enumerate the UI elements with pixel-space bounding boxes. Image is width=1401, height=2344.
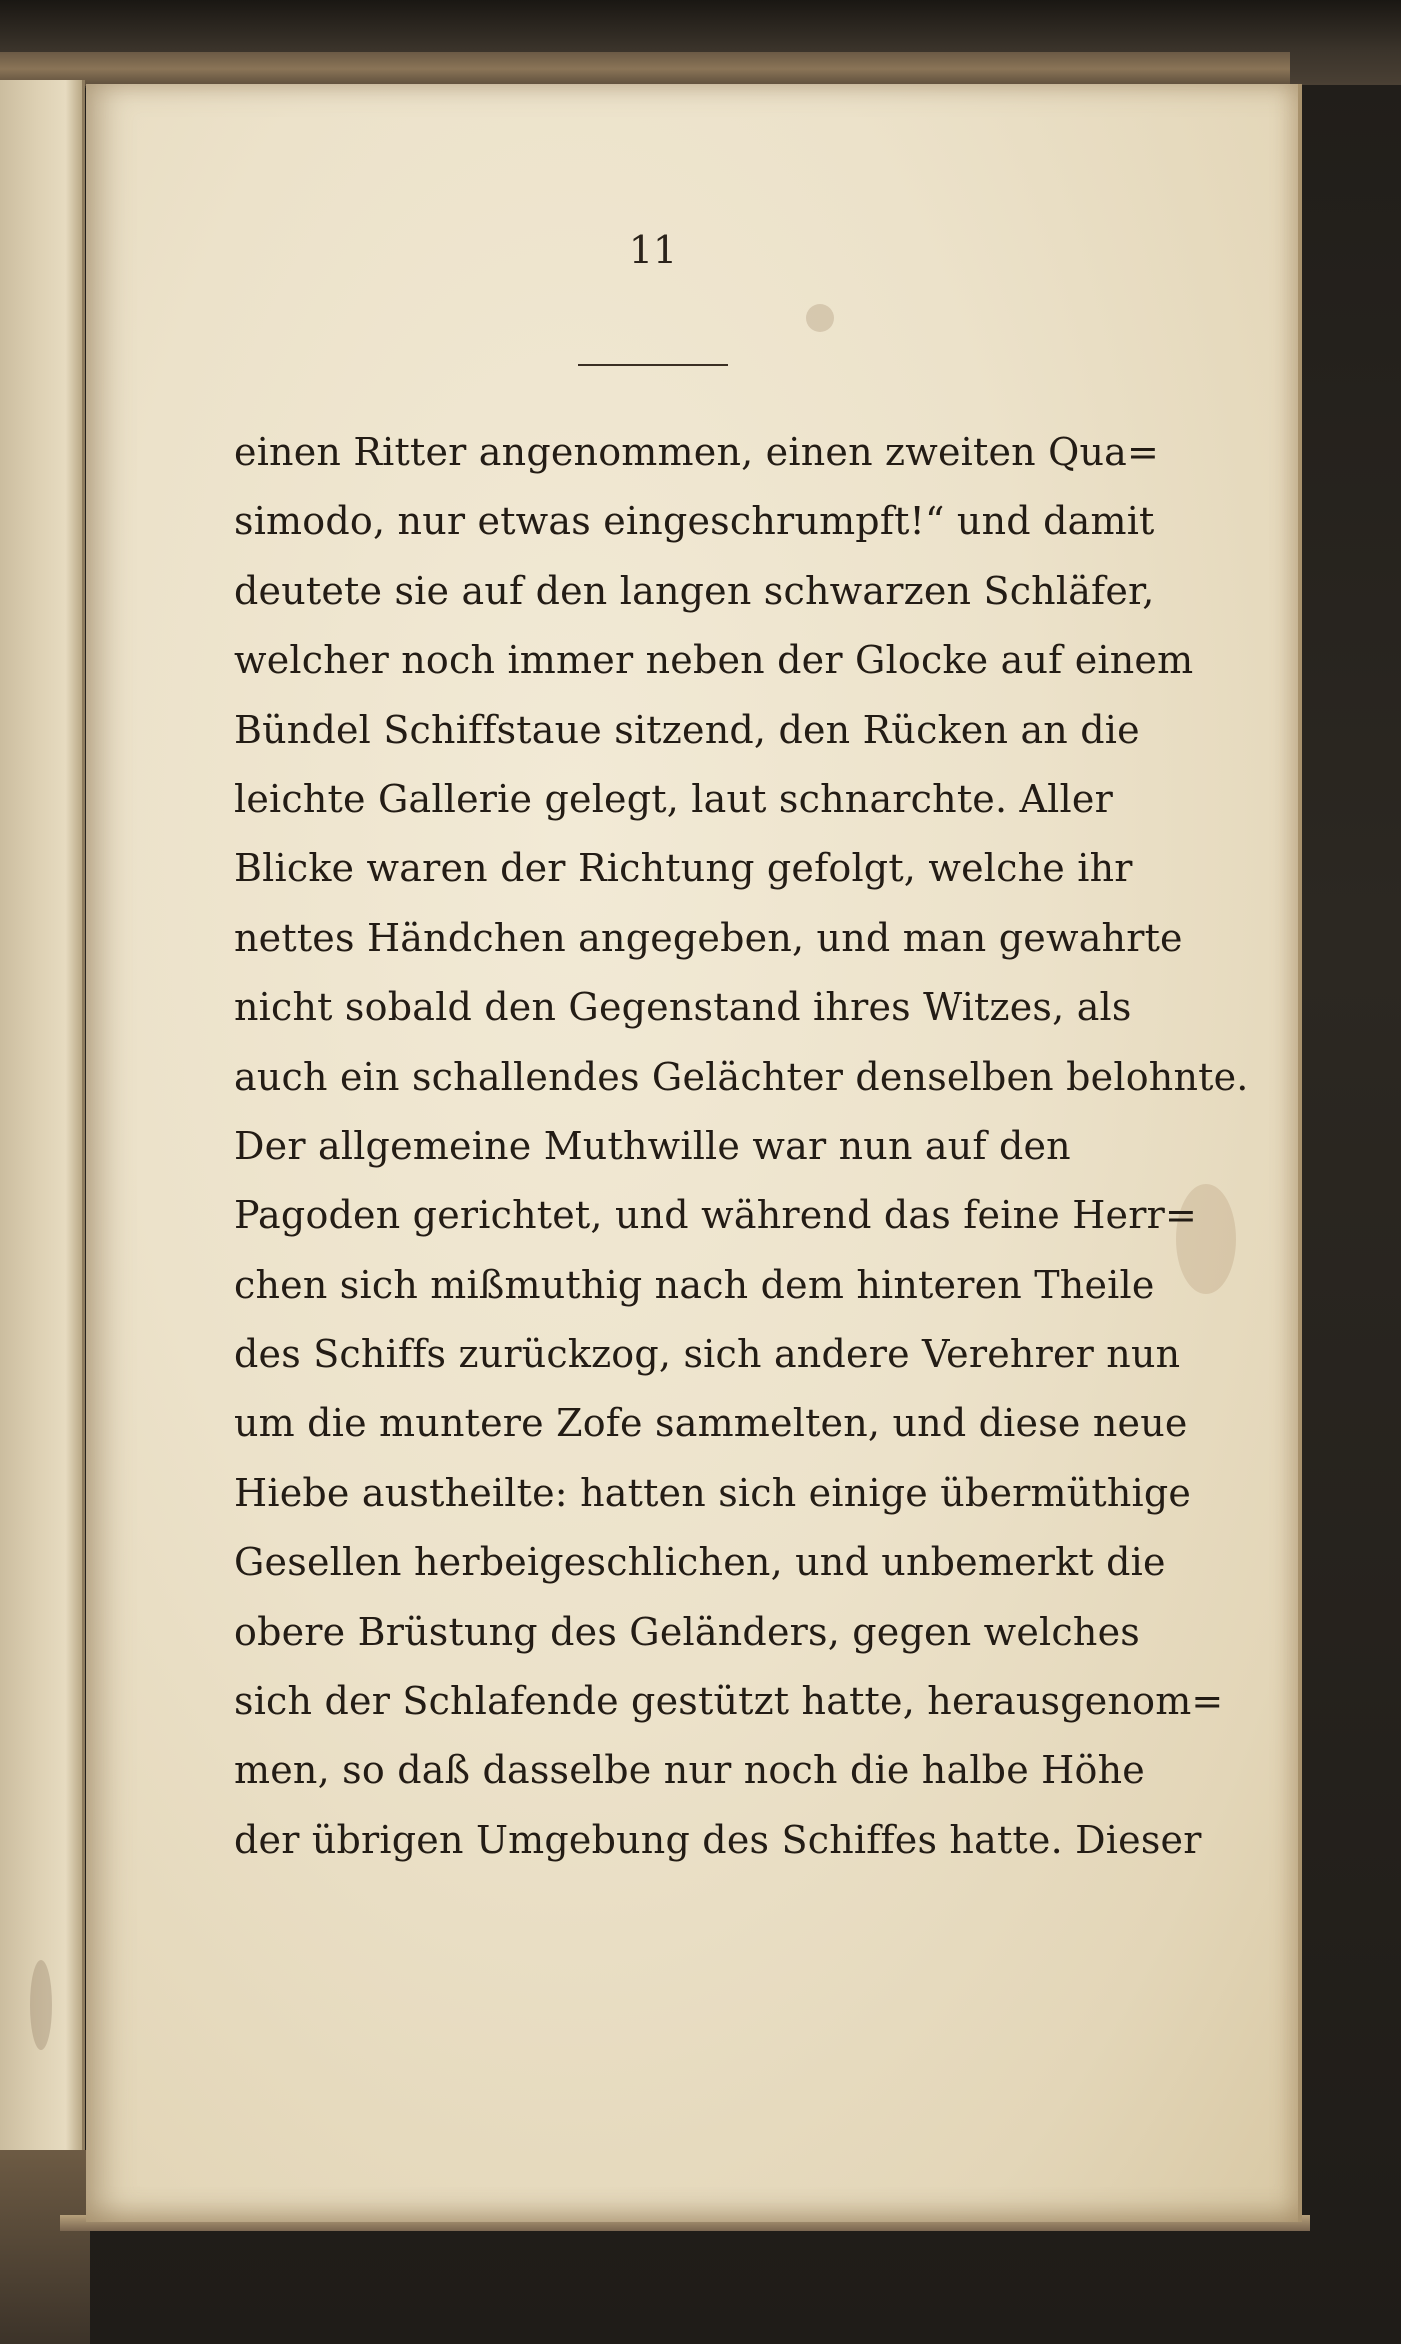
text-line: Pagoden gerichtet, und während das feine Herr= — [234, 1193, 1198, 1238]
page-number: 11 — [628, 228, 678, 272]
text-line: Hiebe austheilte: hatten sich einige übermüthige — [234, 1470, 1192, 1515]
text-line: obere Brüstung des Geländers, gegen welches — [234, 1609, 1140, 1654]
text-line: auch ein schallendes Gelächter denselben belohnte. — [234, 1054, 1249, 1099]
text-line: deutete sie auf den langen schwarzen Schläfer, — [234, 568, 1155, 613]
text-line: leichte Gallerie gelegt, laut schnarchte. Aller — [234, 776, 1113, 821]
text-line: nicht sobald den Gegenstand ihres Witzes, als — [234, 985, 1132, 1030]
text-line: simodo, nur etwas eingeschrumpft!“ und damit — [234, 499, 1155, 544]
left-facing-page — [0, 80, 85, 2210]
foxing-stain — [30, 1960, 52, 2050]
text-line: men, so daß dasselbe nur noch die halbe Höhe — [234, 1748, 1145, 1793]
book-spine-edge — [0, 52, 1290, 88]
text-line: der übrigen Umgebung des Schiffes hatte. Dieser — [234, 1817, 1202, 1862]
foxing-stain — [806, 304, 834, 332]
text-line: um die muntere Zofe sammelten, und diese neue — [234, 1401, 1188, 1446]
text-line: Der allgemeine Muthwille war nun auf den — [234, 1123, 1071, 1168]
text-line: einen Ritter angenommen, einen zweiten Qua= — [234, 430, 1160, 474]
left-page-bottom-edge — [0, 2150, 90, 2344]
text-line: des Schiffs zurückzog, sich andere Verehrer nun — [234, 1332, 1181, 1377]
text-line: welcher noch immer neben der Glocke auf einem — [234, 638, 1194, 683]
body-text — [234, 418, 1249, 1875]
text-line: Bündel Schiffstaue sitzend, den Rücken an die — [234, 707, 1140, 752]
text-line: chen sich mißmuthig nach dem hinteren Theile — [234, 1262, 1155, 1307]
text-line: Gesellen herbeigeschlichen, und unbemerkt die — [234, 1540, 1166, 1585]
text-line: Blicke waren der Richtung gefolgt, welche ihr — [234, 846, 1133, 891]
header-rule — [578, 364, 728, 366]
text-line: sich der Schlafende gestützt hatte, herausgenom= — [234, 1679, 1224, 1724]
text-line: nettes Händchen angegeben, und man gewahrte — [234, 915, 1183, 960]
